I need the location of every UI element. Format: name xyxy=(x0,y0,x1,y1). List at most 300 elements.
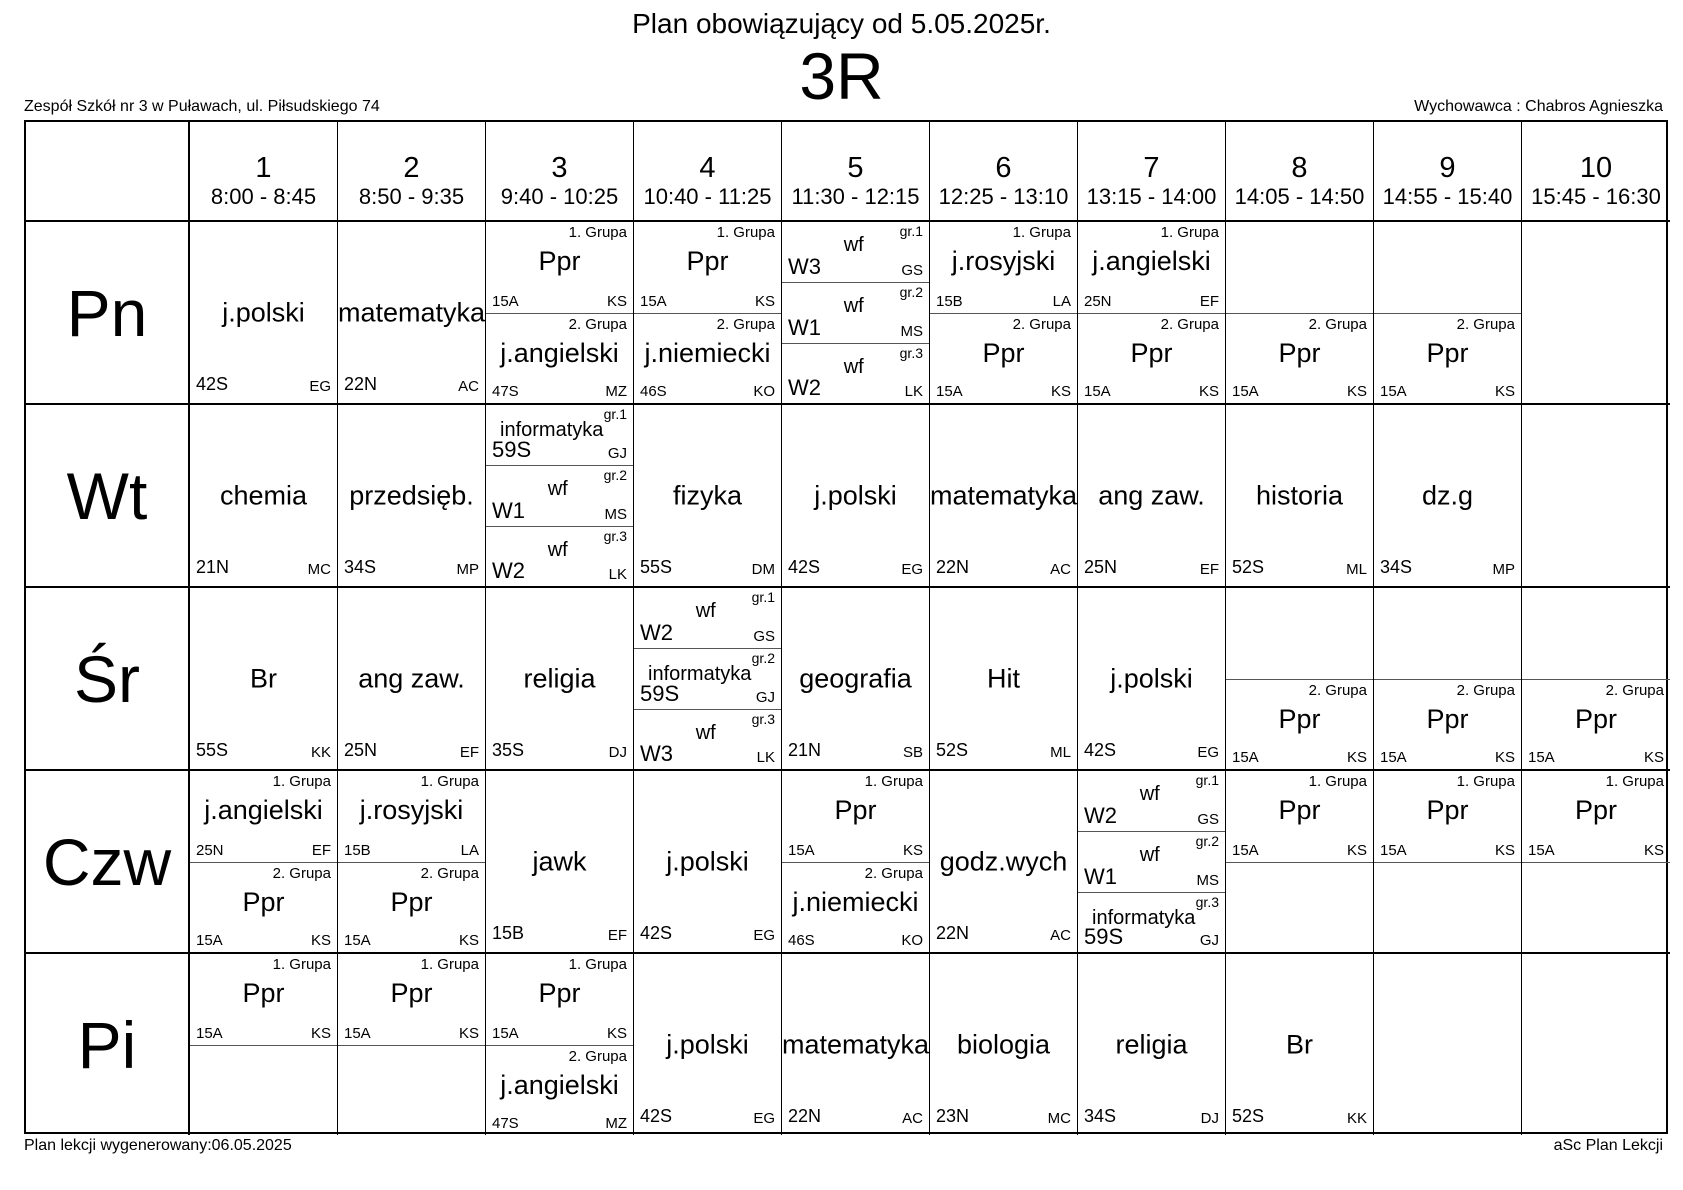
lesson-room: 55S xyxy=(640,557,673,577)
lesson-room: 59S xyxy=(1084,923,1124,949)
lesson-teacher: EF xyxy=(1199,561,1219,578)
lesson-room: 46S xyxy=(640,383,667,400)
group-lesson xyxy=(930,313,1077,404)
lesson-room: 15A xyxy=(788,841,815,859)
lesson-teacher: KS xyxy=(1346,841,1367,859)
lesson-teacher: DM xyxy=(751,561,775,578)
lesson-group: 2. Grupa xyxy=(568,315,627,333)
timetable-cell xyxy=(486,952,634,1135)
lesson-teacher: EF xyxy=(311,841,331,859)
timetable-cell xyxy=(1078,586,1226,769)
lesson-subject: przedsięb. xyxy=(349,480,474,510)
timetable-cell xyxy=(190,586,338,769)
school-name: Zespół Szkół nr 3 w Puławach, ul. Piłsudskiego 74 xyxy=(24,98,380,115)
timetable-cell xyxy=(1078,220,1226,403)
group-lesson xyxy=(634,709,781,769)
lesson-room: 21N xyxy=(788,740,822,760)
lesson-room: 47S xyxy=(492,383,519,400)
group-lesson xyxy=(486,222,633,313)
lesson-group: 1. Grupa xyxy=(1160,224,1219,241)
lesson-subject: wf xyxy=(547,478,568,501)
group-lesson xyxy=(782,771,929,862)
lesson-subject: Ppr xyxy=(982,337,1025,368)
lesson-teacher: MZ xyxy=(605,383,627,400)
lesson-room: 15A xyxy=(1380,383,1407,400)
day-label: Śr xyxy=(26,586,190,769)
lesson-teacher: KS xyxy=(310,932,331,949)
timetable-cell xyxy=(338,769,486,952)
lesson-teacher: MP xyxy=(456,561,479,578)
lesson-subject: Ppr xyxy=(538,246,581,276)
lesson-teacher: EG xyxy=(753,1110,775,1127)
lesson-teacher: EG xyxy=(753,927,775,944)
group-lesson xyxy=(1522,679,1670,770)
timetable-cell xyxy=(486,769,634,952)
timetable-cell xyxy=(930,403,1078,586)
lesson-teacher: AC xyxy=(1050,561,1071,578)
day-label: Pi xyxy=(26,952,190,1135)
lesson-subject: wf xyxy=(547,538,568,561)
group-lesson xyxy=(1078,313,1225,404)
lesson-teacher: KK xyxy=(310,744,331,761)
lesson-room: 15A xyxy=(1528,749,1555,766)
lesson-teacher: AC xyxy=(1050,927,1071,944)
lesson-room: 25N xyxy=(344,740,378,760)
corner-cell xyxy=(26,122,190,220)
timetable-cell xyxy=(190,403,338,586)
lesson-group: 1. Grupa xyxy=(1605,773,1664,790)
group-lesson xyxy=(1078,831,1225,891)
lesson-group: gr.2 xyxy=(899,284,923,301)
timetable-cell xyxy=(338,220,486,403)
lesson-teacher: KS xyxy=(606,292,627,310)
lesson-group: 2. Grupa xyxy=(716,315,775,333)
period-number: 8 xyxy=(1291,152,1308,184)
timetable-cell xyxy=(1226,220,1374,403)
lesson-subject: Ppr xyxy=(1574,703,1618,734)
lesson-subject: ang zaw. xyxy=(1098,480,1205,510)
timetable-cell xyxy=(1226,952,1374,1135)
lesson-group: 1. Grupa xyxy=(864,773,923,790)
lesson-teacher: KS xyxy=(458,1024,479,1042)
group-lesson xyxy=(1374,771,1521,862)
lesson-subject: Ppr xyxy=(1278,337,1321,368)
lesson-room: 59S xyxy=(640,680,680,706)
group-lesson xyxy=(338,1045,485,1136)
lesson-teacher: KS xyxy=(310,1024,331,1042)
timetable-cell xyxy=(1522,769,1670,952)
period-number: 7 xyxy=(1143,152,1160,184)
lesson-teacher: MS xyxy=(604,505,627,523)
lesson-group: 2. Grupa xyxy=(1012,315,1071,333)
lesson-group: 2. Grupa xyxy=(1308,681,1367,699)
lesson-room: 15A xyxy=(1232,383,1259,400)
group-lesson xyxy=(782,862,929,953)
lesson-group: gr.1 xyxy=(1195,772,1219,788)
timetable-cell xyxy=(782,952,930,1135)
lesson-teacher: KS xyxy=(1346,749,1367,766)
lesson-room: 46S xyxy=(788,932,815,949)
timetable-cell xyxy=(1522,220,1670,403)
group-lesson xyxy=(634,313,781,404)
lesson-room: 15B xyxy=(344,841,371,859)
group-lesson xyxy=(1226,862,1373,953)
lesson-group: 1. Grupa xyxy=(272,773,331,790)
lesson-subject: Ppr xyxy=(538,978,581,1008)
lesson-group: 1. Grupa xyxy=(1012,224,1071,241)
group-lesson xyxy=(486,465,633,525)
lesson-teacher: KS xyxy=(1346,383,1367,400)
class-teacher: Wychowawca : Chabros Agnieszka xyxy=(1414,98,1663,115)
group-lesson xyxy=(190,771,337,862)
timetable-cell xyxy=(1078,952,1226,1135)
group-lesson xyxy=(1374,679,1521,770)
lesson-subject: ang zaw. xyxy=(358,663,465,693)
lesson-teacher: EG xyxy=(309,378,331,395)
lesson-group: 2. Grupa xyxy=(1605,681,1664,699)
group-lesson xyxy=(338,954,485,1045)
lesson-group: 1. Grupa xyxy=(716,224,775,241)
timetable-cell xyxy=(1522,952,1670,1135)
lesson-subject: geografia xyxy=(799,663,912,693)
lesson-teacher: KS xyxy=(458,932,479,949)
lesson-room: 15A xyxy=(1528,841,1555,859)
lesson-teacher: GS xyxy=(753,628,775,646)
timetable-cell xyxy=(1374,952,1522,1135)
period-number: 5 xyxy=(847,152,864,184)
lesson-group: 2. Grupa xyxy=(1456,315,1515,333)
lesson-room: 42S xyxy=(640,923,673,943)
lesson-teacher: MS xyxy=(900,322,923,340)
period-number: 2 xyxy=(403,152,420,184)
lesson-teacher: DJ xyxy=(608,744,627,761)
lesson-subject: Ppr xyxy=(834,795,877,825)
period-time: 14:05 - 14:50 xyxy=(1234,184,1365,209)
lesson-subject: wf xyxy=(843,234,864,256)
lesson-room: W2 xyxy=(1084,803,1117,829)
lesson-group: 1. Grupa xyxy=(1456,773,1515,790)
lesson-teacher: EF xyxy=(1199,292,1219,310)
lesson-teacher: KO xyxy=(901,932,923,949)
lesson-teacher: MC xyxy=(1047,1110,1071,1127)
lesson-room: 15A xyxy=(196,932,223,949)
timetable-cell xyxy=(338,952,486,1135)
group-lesson xyxy=(1374,862,1521,953)
group-lesson xyxy=(634,588,781,648)
group-lesson xyxy=(1226,771,1373,862)
lesson-room: W2 xyxy=(492,557,525,583)
lesson-subject: j.polski xyxy=(666,846,749,876)
lesson-subject: dz.g xyxy=(1421,480,1474,510)
timetable-cell xyxy=(1226,586,1374,769)
group-lesson xyxy=(634,222,781,313)
lesson-group: gr.3 xyxy=(751,710,775,727)
group-lesson xyxy=(634,648,781,708)
lesson-subject: Ppr xyxy=(686,246,729,276)
period-time: 15:45 - 16:30 xyxy=(1531,184,1661,209)
group-lesson xyxy=(486,954,633,1045)
lesson-group: 2. Grupa xyxy=(272,864,331,882)
lesson-group: 1. Grupa xyxy=(1308,773,1367,790)
period-header xyxy=(190,122,338,220)
lesson-teacher: KS xyxy=(1494,841,1515,859)
lesson-group: 1. Grupa xyxy=(568,224,627,241)
lesson-room: 25N xyxy=(1084,557,1118,577)
lesson-room: 15B xyxy=(492,923,525,943)
lesson-teacher: KS xyxy=(606,1024,627,1042)
lesson-subject: Ppr xyxy=(390,886,433,917)
lesson-subject: Ppr xyxy=(1574,795,1618,825)
lesson-subject: Ppr xyxy=(242,978,285,1008)
lesson-room: 15A xyxy=(492,1024,519,1042)
lesson-group: gr.1 xyxy=(751,589,775,605)
period-number: 3 xyxy=(551,152,568,184)
timetable-cell xyxy=(634,769,782,952)
period-time: 14:55 - 15:40 xyxy=(1382,184,1513,209)
lesson-subject: Ppr xyxy=(390,978,433,1008)
lesson-subject: wf xyxy=(695,600,716,622)
lesson-teacher: LA xyxy=(460,841,479,859)
lesson-teacher: KK xyxy=(1346,1110,1367,1127)
lesson-teacher: MP xyxy=(1492,561,1515,578)
day-label: Czw xyxy=(26,769,190,952)
group-lesson xyxy=(782,343,929,403)
lesson-room: W1 xyxy=(788,314,821,340)
lesson-subject: Hit xyxy=(987,663,1020,693)
lesson-subject: j.polski xyxy=(1110,663,1193,693)
lesson-teacher: GJ xyxy=(607,445,627,463)
period-number: 6 xyxy=(995,152,1012,184)
group-lesson xyxy=(486,405,633,465)
lesson-subject: j.polski xyxy=(814,480,897,510)
timetable-cell xyxy=(1374,403,1522,586)
group-lesson xyxy=(1226,313,1373,404)
lesson-room: 15A xyxy=(1232,841,1259,859)
lesson-group: 1. Grupa xyxy=(420,956,479,973)
lesson-group: gr.1 xyxy=(899,223,923,239)
lesson-teacher: GJ xyxy=(755,688,775,706)
lesson-group: 2. Grupa xyxy=(864,864,923,882)
timetable-cell xyxy=(634,403,782,586)
lesson-room: 21N xyxy=(196,557,230,577)
period-header xyxy=(782,122,930,220)
lesson-room: W1 xyxy=(1084,863,1117,889)
group-lesson xyxy=(1226,588,1373,679)
timetable-cell xyxy=(1374,769,1522,952)
timetable-cell xyxy=(190,769,338,952)
period-time: 12:25 - 13:10 xyxy=(938,184,1069,209)
lesson-teacher: MC xyxy=(307,561,331,578)
lesson-subject: godz.wych xyxy=(939,846,1068,876)
lesson-subject: j.angielski xyxy=(1092,246,1211,276)
lesson-teacher: GJ xyxy=(1199,931,1219,949)
period-time: 8:00 - 8:45 xyxy=(210,184,317,209)
timetable-cell xyxy=(1078,403,1226,586)
lesson-subject: biologia xyxy=(956,1029,1051,1059)
group-lesson xyxy=(1226,222,1373,313)
period-number: 9 xyxy=(1439,152,1456,184)
lesson-teacher: KS xyxy=(1643,749,1664,766)
lesson-room: 34S xyxy=(1380,557,1413,577)
generated-date: Plan lekcji wygenerowany:06.05.2025 xyxy=(24,1137,292,1154)
lesson-group: 1. Grupa xyxy=(272,956,331,973)
lesson-teacher: MS xyxy=(1196,871,1219,889)
lesson-group: gr.2 xyxy=(603,467,627,484)
plan-subtitle: Plan obowiązujący od 5.05.2025r. xyxy=(632,8,1051,39)
lesson-subject: Br xyxy=(1286,1029,1313,1059)
lesson-group: gr.3 xyxy=(603,527,627,544)
lesson-room: 15A xyxy=(492,292,519,310)
lesson-subject: j.niemiecki xyxy=(644,337,771,368)
timetable-cell xyxy=(1226,403,1374,586)
lesson-room: W3 xyxy=(640,740,673,766)
lesson-teacher: KS xyxy=(1494,383,1515,400)
lesson-room: 23N xyxy=(936,1106,970,1126)
lesson-group: 1. Grupa xyxy=(568,956,627,973)
lesson-group: gr.1 xyxy=(603,406,627,422)
lesson-group: gr.3 xyxy=(1195,893,1219,910)
lesson-room: 22N xyxy=(936,557,970,577)
lesson-subject: wf xyxy=(843,295,864,318)
group-lesson xyxy=(1522,771,1670,862)
lesson-subject: fizyka xyxy=(672,480,743,510)
lesson-subject: informatyka xyxy=(648,663,752,686)
day-label: Wt xyxy=(26,403,190,586)
timetable-cell xyxy=(782,769,930,952)
lesson-group: gr.3 xyxy=(899,344,923,361)
lesson-room: 15A xyxy=(1232,749,1259,766)
lesson-teacher: LK xyxy=(756,748,775,766)
period-header xyxy=(486,122,634,220)
timetable-cell xyxy=(782,220,930,403)
period-time: 8:50 - 9:35 xyxy=(358,184,465,209)
lesson-teacher: SB xyxy=(902,744,923,761)
lesson-group: gr.2 xyxy=(1195,833,1219,850)
timetable-cell xyxy=(1522,403,1670,586)
lesson-teacher: LA xyxy=(1052,292,1071,310)
lesson-group: gr.2 xyxy=(751,650,775,667)
lesson-subject: Ppr xyxy=(242,886,285,917)
group-lesson xyxy=(486,1045,633,1136)
lesson-group: 1. Grupa xyxy=(420,773,479,790)
group-lesson xyxy=(338,862,485,953)
lesson-room: 15A xyxy=(1380,841,1407,859)
lesson-teacher: DJ xyxy=(1200,1110,1219,1127)
period-time: 9:40 - 10:25 xyxy=(500,184,619,209)
lesson-subject: Ppr xyxy=(1426,703,1469,734)
period-header xyxy=(634,122,782,220)
lesson-room: W2 xyxy=(640,620,673,646)
lesson-room: 55S xyxy=(196,740,229,760)
lesson-teacher: ML xyxy=(1346,561,1367,578)
period-time: 13:15 - 14:00 xyxy=(1086,184,1217,209)
timetable-cell xyxy=(930,769,1078,952)
period-number: 10 xyxy=(1579,152,1613,184)
period-number: 1 xyxy=(255,152,272,184)
lesson-teacher: GS xyxy=(1197,811,1219,829)
timetable-cell xyxy=(486,403,634,586)
lesson-room: 25N xyxy=(1084,292,1112,310)
lesson-teacher: GS xyxy=(901,262,923,280)
lesson-subject: matematyka xyxy=(782,1029,930,1059)
group-lesson xyxy=(1374,313,1521,404)
group-lesson xyxy=(930,222,1077,313)
timetable-cell xyxy=(1226,769,1374,952)
software-brand: aSc Plan Lekcji xyxy=(1553,1137,1663,1154)
lesson-room: 52S xyxy=(936,740,969,760)
lesson-room: W3 xyxy=(788,254,821,280)
timetable-cell xyxy=(190,952,338,1135)
lesson-room: 25N xyxy=(196,841,224,859)
group-lesson xyxy=(1078,771,1225,831)
group-lesson xyxy=(1374,222,1521,313)
lesson-room: 42S xyxy=(788,557,821,577)
timetable-cell xyxy=(634,220,782,403)
lesson-subject: jawk xyxy=(532,846,587,876)
period-header xyxy=(930,122,1078,220)
group-lesson xyxy=(190,954,337,1045)
lesson-subject: religia xyxy=(1115,1029,1188,1059)
lesson-subject: Ppr xyxy=(1130,337,1173,368)
group-lesson xyxy=(190,862,337,953)
group-lesson xyxy=(190,1045,337,1136)
lesson-subject: religia xyxy=(523,663,596,693)
lesson-room: 42S xyxy=(196,374,229,394)
lesson-subject: j.angielski xyxy=(204,795,323,825)
timetable-cell xyxy=(1078,769,1226,952)
lesson-teacher: KS xyxy=(902,841,923,859)
timetable-cell xyxy=(930,220,1078,403)
lesson-group: 2. Grupa xyxy=(420,864,479,882)
period-header xyxy=(1226,122,1374,220)
group-lesson xyxy=(1374,588,1521,679)
timetable-cell xyxy=(634,952,782,1135)
timetable-cell xyxy=(1374,586,1522,769)
timetable-cell xyxy=(930,586,1078,769)
lesson-room: 22N xyxy=(936,923,970,943)
period-time: 11:30 - 12:15 xyxy=(791,184,920,209)
timetable-cell xyxy=(190,220,338,403)
timetable-cell xyxy=(486,586,634,769)
lesson-room: 15A xyxy=(1380,749,1407,766)
lesson-teacher: KS xyxy=(754,292,775,310)
lesson-room: 59S xyxy=(492,437,532,463)
lesson-room: 52S xyxy=(1232,1106,1265,1126)
group-lesson xyxy=(782,222,929,282)
lesson-room: 15A xyxy=(196,1024,223,1042)
day-label: Pn xyxy=(26,220,190,403)
lesson-subject: j.polski xyxy=(666,1029,749,1059)
lesson-group: 2. Grupa xyxy=(568,1047,627,1065)
lesson-subject: wf xyxy=(1139,844,1160,867)
timetable-cell xyxy=(634,586,782,769)
lesson-teacher: ML xyxy=(1050,744,1071,761)
lesson-subject: matematyka xyxy=(338,297,486,327)
group-lesson xyxy=(1226,679,1373,770)
period-time: 10:40 - 11:25 xyxy=(643,184,772,209)
group-lesson xyxy=(486,526,633,586)
timetable-cell xyxy=(930,952,1078,1135)
lesson-room: 15A xyxy=(344,1024,371,1042)
lesson-teacher: MZ xyxy=(605,1115,627,1132)
period-number: 4 xyxy=(699,152,716,184)
timetable-cell xyxy=(782,586,930,769)
lesson-teacher: EF xyxy=(607,927,627,944)
timetable-cell xyxy=(1522,586,1670,769)
lesson-room: 15A xyxy=(344,932,371,949)
timetable-grid xyxy=(24,120,1668,1134)
lesson-teacher: AC xyxy=(458,378,479,395)
